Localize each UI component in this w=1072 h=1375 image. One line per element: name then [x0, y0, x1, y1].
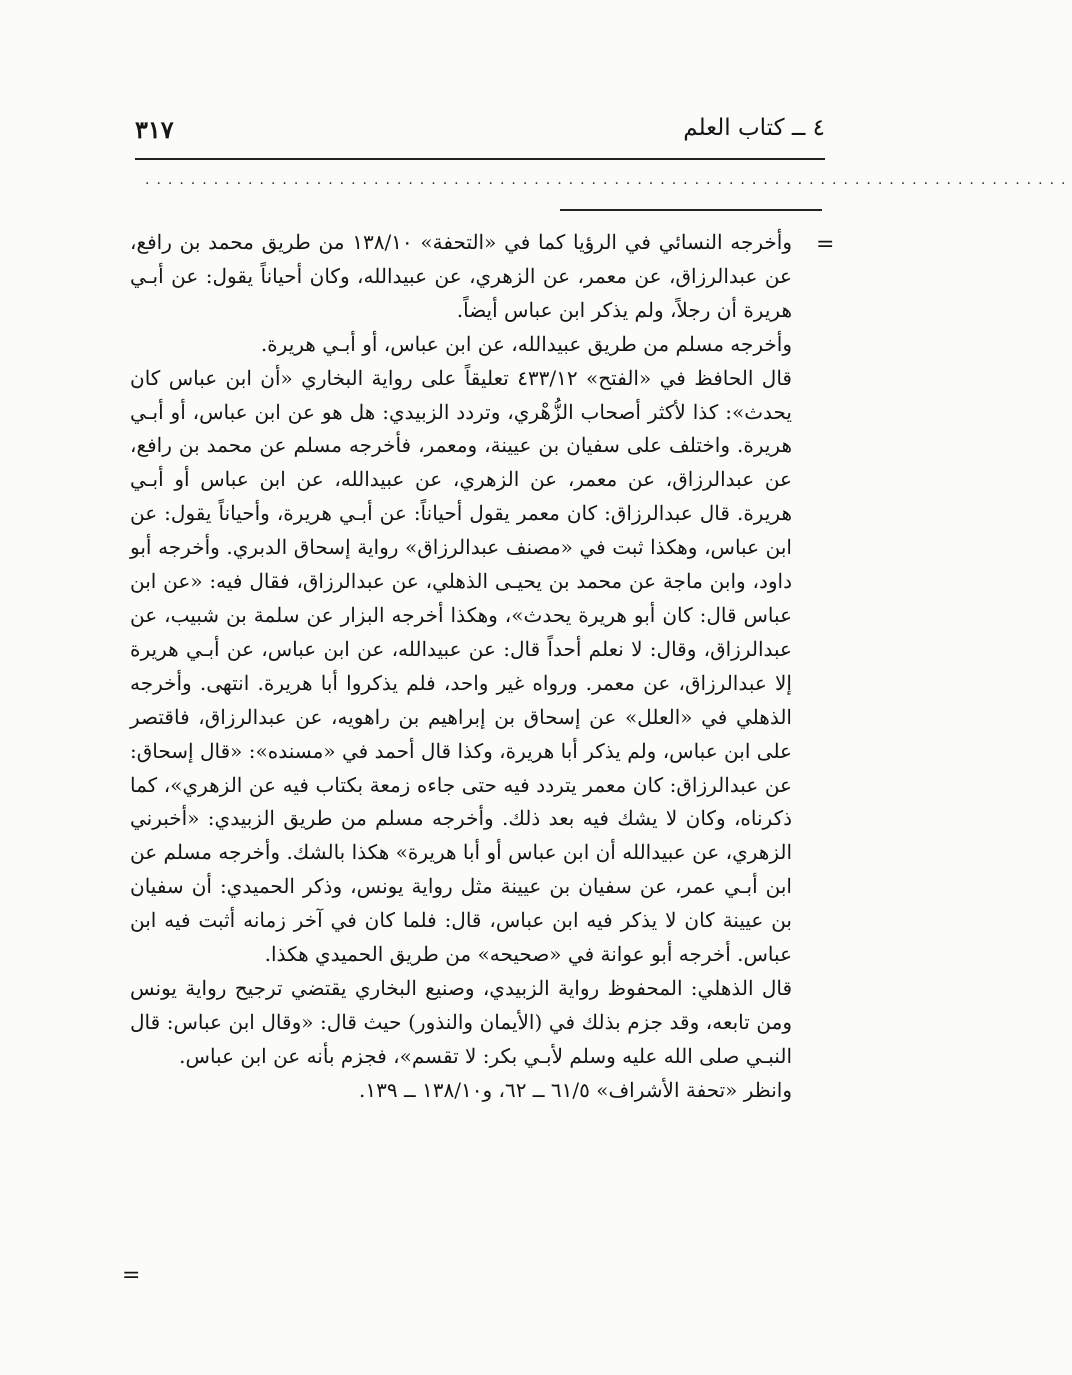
- header-rule: [135, 158, 825, 160]
- page-header: [135, 115, 825, 155]
- footnote-rule: [560, 209, 822, 211]
- dotted-separator: .................................................................................: [145, 172, 1072, 188]
- page-number: ٣١٧: [135, 115, 174, 144]
- paragraph-3: قال الحافظ في «الفتح» ٤٣٣/١٢ تعليقاً على رواية البخاري «أن ابن عباس كان يحدث»: كذا لأكثر أصحاب الزُّهْري، وتردد الزبيدي: هل هو عن ابن عباس، أو أبـي هريرة. واختلف على سفيان بن عيينة، ومعمر، فأخرجه مسلم عن محمد بن رافع، عن عبدالرزاق، عن معمر، عن الزهري، عن عبيدالله، عن ابن عباس أو أبـي هريرة. قال عبدالرزاق: كان معمر يقول أحياناً: عن أبـي هريرة، وأحياناً يقول: عن ابن عباس، وهكذا ثبت في «مصنف عبدالرزاق» رواية إسحاق الدبري. وأخرجه أبو داود، وابن ماجة عن محمد بن يحيـى الذهلي، عن عبدالرزاق، فقال فيه: «عن ابن عباس قال: كان أبو هريرة يحدث»، وهكذا أخرجه البزار عن سلمة بن شبيب، عن عبدالرزاق، وقال: لا نعلم أحداً قال: عن عبيدالله، عن ابن عباس، عن أبـي هريرة إلا عبدالرزاق، عن معمر. ورواه غير واحد، فلم يذكروا أبا هريرة. انتهى. وأخرجه الذهلي في «العلل» عن إسحاق بن إبراهيم بن راهويه، عن عبدالرزاق، فاقتصر على ابن عباس، ولم يذكر أبا هريرة، وكذا قال أحمد في «مسنده»: «قال إسحاق: عن عبدالرزاق: كان معمر يتردد فيه حتى جاءه زمعة بكتاب فيه عن الزهري»، كما ذكرناه، وكان لا يشك فيه بعد ذلك. وأخرجه مسلم من طريق الزبيدي: «أخبرني الزهري، عن عبيدالله أن ابن عباس أو أبا هريرة» هكذا بالشك. وأخرجه مسلم عن ابن أبـي عمر، عن سفيان بن عيينة مثل رواية يونس، وذكر الحميدي: أن سفيان بن عيينة كان لا يذكر فيه ابن عباس، قال: فلما كان في آخر زمانه أثبت فيه ابن عباس. أخرجه أبو عوانة في «صحيحه» من طريق الحميدي هكذا.: [130, 365, 792, 967]
- continuation-mark: =: [816, 232, 835, 257]
- paragraph-2: وأخرجه مسلم من طريق عبيدالله، عن ابن عباس، أو أبـي هريرة.: [260, 331, 792, 356]
- end-mark: =: [122, 1263, 141, 1288]
- paragraph-1: وأخرجه النسائي في الرؤيا كما في «التحفة» ١٣٨/١٠ من طريق محمد بن رافع، عن عبدالرزاق، عن معمر، عن الزهري، عن عبيدالله، وكان أحياناً يقول: عن أبـي هريرة أن رجلاً، ولم يذكر ابن عباس أيضاً.: [130, 230, 792, 322]
- footnote-body: [130, 226, 792, 1108]
- chapter-title: ٤ ــ كتاب العلم: [683, 115, 825, 141]
- paragraph-4: قال الذهلي: المحفوظ رواية الزبيدي، وصنيع البخاري يقتضي ترجيح رواية يونس ومن تابعه، وقد جزم بذلك في (الأيمان والنذور) حيث قال: «وقال ابن عباس: قال النبـي صلى الله عليه وسلم لأبـي بكر: لا تقسم»، فجزم بأنه عن ابن عباس.: [130, 975, 793, 1068]
- paragraph-5: وانظر «تحفة الأشراف» ٦١/٥ ــ ٦٢، و١٣٨/١٠ ــ ١٣٩.: [359, 1077, 792, 1102]
